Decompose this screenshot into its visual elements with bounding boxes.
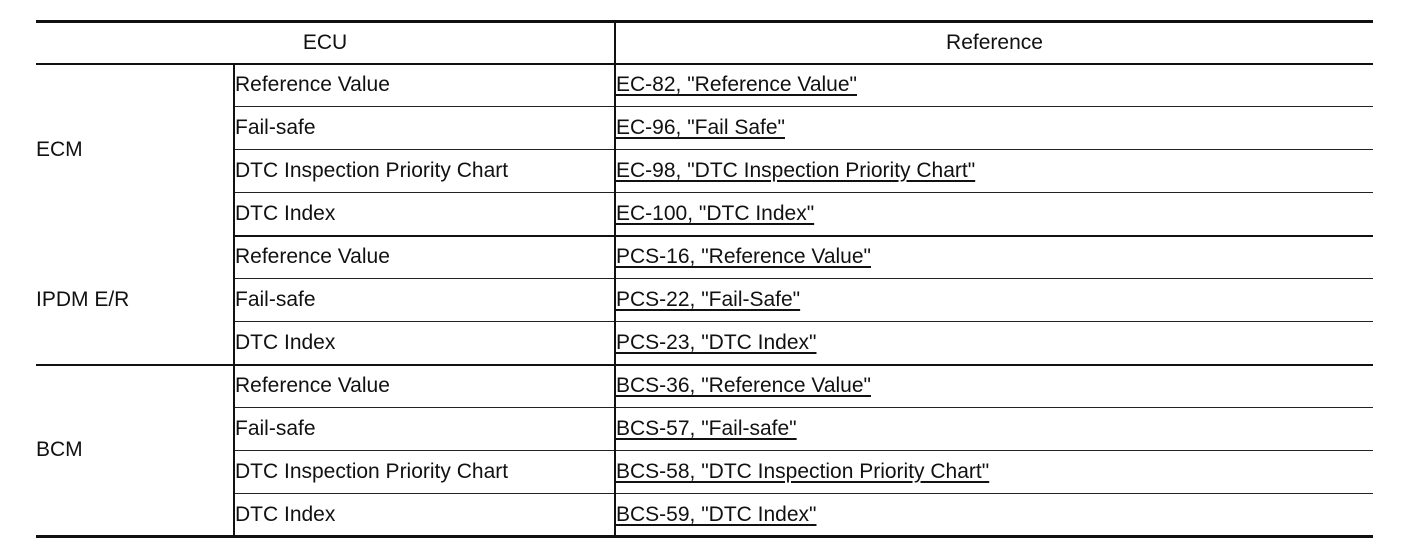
table-row	[36, 107, 1373, 150]
item-cell: DTC Inspection Priority Chart	[234, 451, 615, 494]
table-row	[36, 279, 1373, 322]
table-row	[36, 451, 1373, 494]
table-row	[36, 150, 1373, 193]
ecu-cell-bcm: BCM	[36, 365, 234, 537]
reference-link[interactable]: EC-98, "DTC Inspection Priority Chart"	[616, 159, 976, 182]
item-cell: Fail-safe	[234, 107, 615, 150]
reference-link[interactable]: BCS-36, "Reference Value"	[616, 374, 871, 398]
table-header-row	[36, 22, 1373, 64]
item-cell: Reference Value	[234, 236, 615, 279]
reference-link[interactable]: EC-82, "Reference Value"	[616, 73, 857, 97]
table-row	[36, 236, 1373, 279]
header-reference: Reference	[615, 22, 1373, 64]
table-row	[36, 322, 1373, 365]
reference-table	[36, 20, 1373, 538]
ecu-cell-ipdm: IPDM E/R	[36, 236, 234, 365]
item-cell: DTC Index	[234, 193, 615, 236]
reference-link[interactable]: PCS-16, "Reference Value"	[616, 245, 871, 269]
item-cell: DTC Index	[234, 322, 615, 365]
item-cell: DTC Index	[234, 494, 615, 537]
ecu-cell-ecm: ECM	[36, 64, 234, 236]
item-cell: Fail-safe	[234, 408, 615, 451]
item-cell: Fail-safe	[234, 279, 615, 322]
reference-link[interactable]: BCS-58, "DTC Inspection Priority Chart"	[616, 460, 990, 483]
item-cell: Reference Value	[234, 365, 615, 408]
item-cell: Reference Value	[234, 64, 615, 107]
item-cell: DTC Inspection Priority Chart	[234, 150, 615, 193]
reference-link[interactable]: PCS-22, "Fail-Safe"	[616, 288, 801, 311]
reference-link[interactable]: BCS-57, "Fail-safe"	[616, 417, 797, 440]
reference-link[interactable]: EC-100, "DTC Index"	[616, 201, 815, 225]
table-row	[36, 408, 1373, 451]
reference-link[interactable]: BCS-59, "DTC Index"	[616, 502, 817, 526]
table-row	[36, 365, 1373, 408]
reference-link[interactable]: EC-96, "Fail Safe"	[616, 116, 785, 139]
header-ecu: ECU	[36, 22, 615, 64]
reference-link[interactable]: PCS-23, "DTC Index"	[616, 330, 817, 354]
table-row	[36, 494, 1373, 537]
table-row	[36, 64, 1373, 107]
table-row	[36, 193, 1373, 236]
